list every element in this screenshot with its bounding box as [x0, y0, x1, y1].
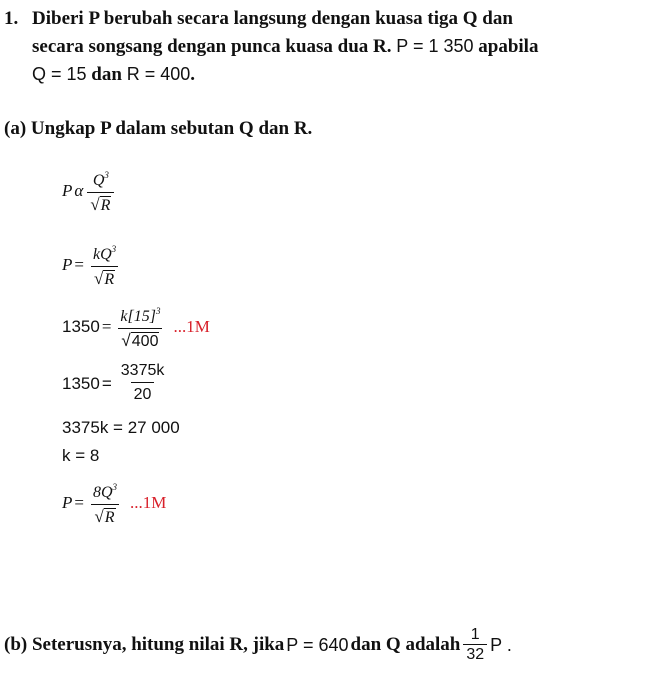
step-1-lhs: P [62, 181, 73, 200]
step-1-proportional-symbol: α [74, 181, 84, 200]
sqrt-icon: √400 [121, 331, 159, 350]
step-7-fraction [90, 478, 120, 528]
sqrt-icon: √R [94, 269, 115, 288]
working-step-1 [62, 166, 118, 216]
step-6-equation: k = 8 [62, 446, 100, 465]
step-4-fraction [118, 362, 168, 405]
step-2-lhs: P [62, 255, 73, 274]
step-2-numerator: $kQ^3$ [92, 244, 117, 263]
part-b-label [4, 626, 512, 664]
part-a-label: (a) Ungkap P dalam sebutan Q dan R. [4, 118, 313, 139]
given-r-value: R = 400 [126, 64, 191, 84]
step-5-equation: 3375k = 27 000 [62, 418, 180, 437]
question-line-2 [32, 36, 538, 58]
working-step-4 [62, 362, 171, 405]
question-line-3-end: . [190, 64, 195, 85]
step-2-equals: = [74, 255, 84, 274]
working-step-2 [62, 240, 123, 290]
question-line-2-tail: apabila [473, 36, 539, 57]
step-1-fraction [87, 166, 114, 216]
part-b-fraction-numerator: 1 [470, 626, 480, 643]
part-b-fraction-denominator: 32 [463, 644, 487, 664]
step-7-numerator: $8Q^3$ [92, 482, 118, 501]
step-3-fraction [117, 302, 163, 352]
step-4-equals: = [101, 373, 112, 393]
given-q-value: Q = 15 [32, 64, 87, 84]
working-step-5 [62, 418, 180, 438]
question-line-1 [32, 8, 513, 30]
part-b-fraction [463, 626, 487, 664]
step-2-denominator [91, 266, 118, 290]
step-3-numerator: $k[15]^3$ [120, 306, 161, 325]
part-b-text-start: (b) Seterusnya, hitung nilai R, jika [4, 634, 285, 655]
step-7-equals: = [74, 493, 84, 512]
step-7-denominator [91, 504, 118, 528]
step-4-denominator: 20 [131, 382, 155, 405]
question-line-2-text: secara songsang dengan punca kuasa dua R. [32, 36, 397, 57]
part-b-text-end: P . [490, 634, 512, 655]
question-line-3 [32, 64, 195, 86]
step-4-numerator: 3375k [120, 362, 165, 379]
sqrt-icon: √R [94, 507, 115, 526]
step-4-lhs: 1350 [62, 373, 100, 393]
working-step-7 [62, 478, 166, 528]
question-line-3-and: dan [86, 64, 127, 85]
working-step-6 [62, 446, 99, 466]
sqrt-icon: √R [90, 195, 111, 214]
part-b-text-mid: dan Q adalah [350, 634, 461, 655]
step-7-mark: ...1M [130, 493, 167, 512]
part-b-p-value: P = 640 [286, 634, 349, 655]
step-3-denominator [118, 328, 162, 352]
working-step-3 [62, 302, 210, 352]
given-p-value: P = 1 350 [396, 36, 474, 56]
question-number: 1. [4, 8, 19, 29]
step-7-lhs: P [62, 493, 73, 512]
step-3-lhs: 1350 [62, 317, 100, 336]
step-3-mark: ...1M [173, 317, 210, 336]
step-3-equals: = [101, 317, 112, 336]
step-1-numerator: $Q^3$ [92, 170, 109, 189]
question-line-1-text: Diberi P berubah secara langsung dengan kuasa tiga Q dan [32, 8, 513, 29]
step-1-denominator [87, 192, 114, 216]
step-2-fraction [90, 240, 119, 290]
